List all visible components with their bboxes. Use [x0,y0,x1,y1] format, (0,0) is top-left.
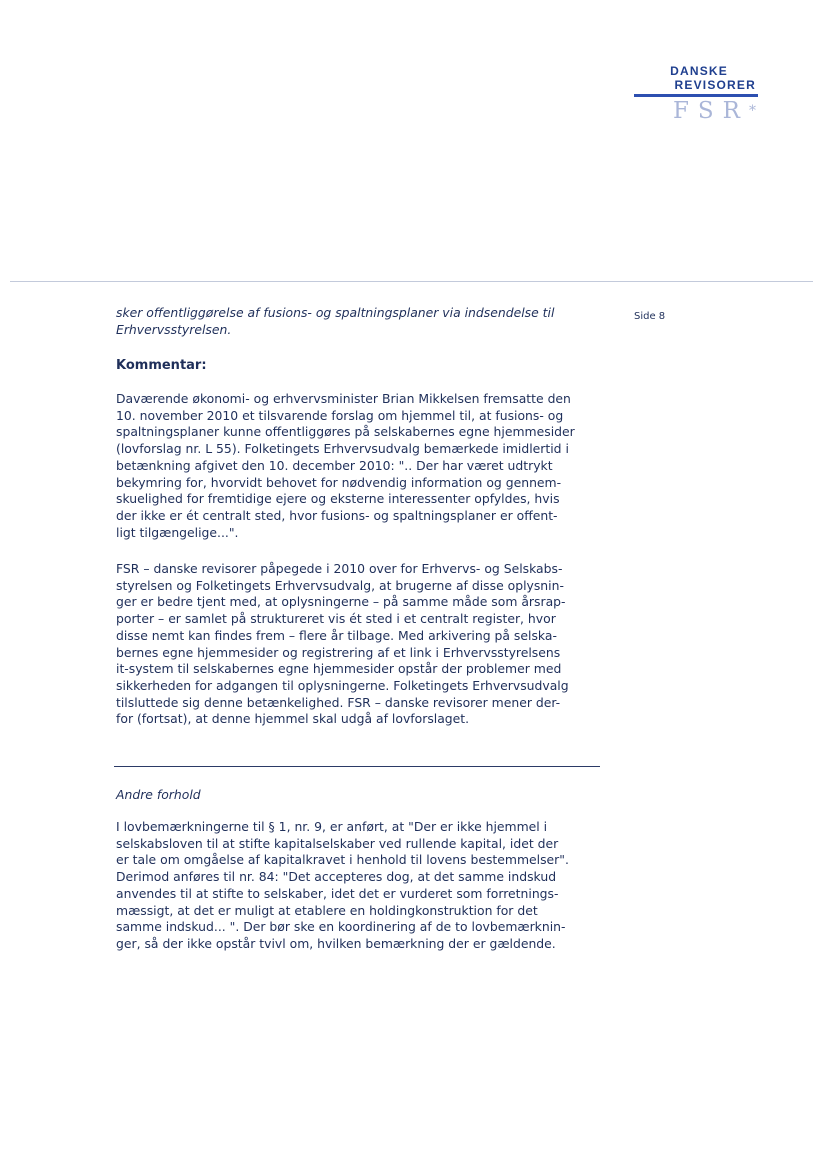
header-rule [10,281,813,282]
text-line: porter – er samlet på struktureret vis ét sted i et centralt register, hvor [116,611,556,627]
text-line: Derimod anføres til nr. 84: "Det accepteres dog, at det samme indskud [116,869,557,885]
logo-text-revisorer: REVISORER [674,78,756,92]
text-line: Daværende økonomi- og erhvervsminister Brian Mikkelsen fremsatte den [116,391,571,406]
text-line: bekymring for, hvorvidt behovet for nødvendig information og gennem- [116,474,562,490]
logo-divider [634,94,758,97]
text-line: selskabsloven til at stifte kapitalselskaber ved rullende kapital, idet der [116,835,559,851]
text-line: 10. november 2010 et tilsvarende forslag om hjemmel til, at fusions- og [116,407,564,423]
paragraph-3 [116,819,602,953]
paragraph-1 [116,391,602,541]
text-line: FSR – danske revisorer påpegede i 2010 over for Erhvervs- og Selskabs- [116,561,563,576]
logo-text-danske: DANSKE [670,64,728,78]
text-line: I lovbemærkningerne til § 1, nr. 9, er anført, at "Der er ikke hjemmel i [116,819,548,834]
paragraph-2 [116,561,602,728]
text-line: samme indskud... ". Der bør ske en koordinering af de to lovbemærknin- [116,919,566,935]
text-line: (lovforslag nr. L 55). Folketingets Erhvervsudvalg bemærkede imidlertid i [116,441,569,457]
logo-mark [673,98,756,124]
text-line: mæssigt, at det er muligt at etablere en holdingkonstruktion for det [116,902,538,918]
text-line: disse nemt kan findes frem – flere år tilbage. Med arkivering på selska- [116,627,557,643]
text-line: Erhvervsstyrelsen. [116,321,232,337]
text-line: betænkning afgivet den 10. december 2010: ".. Der har været udtrykt [116,457,553,473]
logo-mark-text: FSR [672,98,749,124]
text-line: bernes egne hjemmesider og registrering af et link i Erhvervsstyrelsens [116,644,561,660]
text-line: styrelsen og Folketingets Erhvervsudvalg, at brugerne af disse oplysnin- [116,577,564,593]
section-divider [114,766,600,767]
text-line: skuelighed for fremtidige ejere og eksterne interessenter opfyldes, hvis [116,491,560,507]
text-line: ligt tilgængelige...". [116,524,239,540]
text-line: ger, så der ikke opstår tvivl om, hvilken bemærkning der er gældende. [116,935,556,951]
text-line: er tale om omgåelse af kapitalkravet i henhold til lovens bestemmelser". [116,852,569,868]
text-line: tilsluttede sig denne betænkelighed. FSR – danske revisorer mener der- [116,694,561,710]
page-number: Side 8 [634,311,666,322]
text-line: ger er bedre tjent med, at oplysningerne – på samme måde som årsrap- [116,594,566,610]
text-line: der ikke er ét centralt sted, hvor fusions- og spaltningsplaner er offent- [116,507,558,523]
text-line: spaltningsplaner kunne offentliggøres på selskabernes egne hjemmesider [116,424,575,440]
text-line: for (fortsat), at denne hjemmel skal udgå af lovforslaget. [116,711,470,727]
logo-star: * [749,103,756,119]
andre-forhold-heading: Andre forhold [116,787,201,802]
text-line: sikkerheden for adgangen til oplysningerne. Folketingets Erhvervsudvalg [116,677,569,693]
intro-text [116,305,602,338]
kommentar-heading: Kommentar: [116,358,207,373]
text-line: sker offentliggørelse af fusions- og spaltningsplaner via indsendelse til [116,305,555,320]
text-line: anvendes til at stifte to selskaber, idet det er vurderet som forretnings- [116,885,559,901]
text-line: it-system til selskabernes egne hjemmesider opstår der problemer med [116,661,562,677]
